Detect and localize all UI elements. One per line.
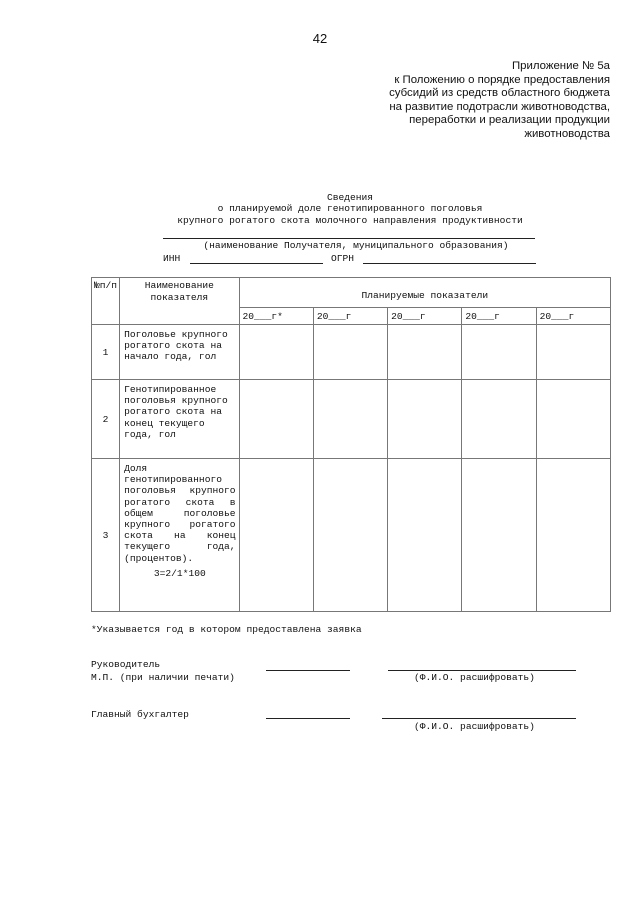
year-header: 20___г* — [239, 308, 313, 325]
value-cell — [388, 459, 462, 612]
row-name-text: Доля генотипированного поголовья крупного рогатого скота в общем поголовье крупного рогатого скота на конец текущего года, (процентов). — [124, 463, 236, 564]
value-cell — [536, 459, 610, 612]
row-name: Поголовье крупного рогатого скота на начало года, гол — [120, 325, 239, 380]
title-line: крупного рогатого скота молочного направления продуктивности — [177, 214, 523, 226]
fio-hint: (Ф.И.О. расшифровать) — [414, 672, 535, 683]
document-title — [0, 192, 640, 226]
appendix-line: к Положению о порядке предоставления — [394, 73, 610, 86]
ogrn-line — [363, 263, 536, 264]
col-num-header: №п/п — [92, 278, 120, 325]
inn-line — [190, 263, 323, 264]
head-signature-line — [266, 670, 350, 671]
recipient-caption: (наименование Получателя, муниципального образования) — [203, 240, 509, 251]
appendix-line: переработки и реализации продукции — [409, 114, 610, 127]
row-number: 3 — [92, 459, 120, 612]
row-number: 2 — [92, 380, 120, 459]
accountant-label: Главный бухгалтер — [91, 709, 189, 720]
title-line: Сведения — [326, 192, 374, 203]
value-cell — [313, 325, 387, 380]
row-formula: 3=2/1*100 — [153, 567, 206, 579]
value-cell — [536, 380, 610, 459]
year-header: 20___г — [462, 308, 536, 325]
year-header: 20___г — [536, 308, 610, 325]
value-cell — [462, 459, 536, 612]
value-cell — [239, 380, 313, 459]
inn-label: ИНН — [163, 253, 181, 264]
value-cell — [462, 380, 536, 459]
table-row — [92, 459, 611, 612]
page-number: 42 — [312, 31, 328, 46]
value-cell — [536, 325, 610, 380]
footnote: *Указывается год в котором предоставлена заявка — [91, 624, 362, 635]
appendix-header — [389, 60, 610, 142]
value-cell — [313, 459, 387, 612]
row-name — [120, 459, 239, 612]
table-row — [92, 325, 611, 380]
value-cell — [388, 325, 462, 380]
table-row — [92, 380, 611, 459]
head-label: Руководитель — [91, 659, 161, 670]
row-name: Генотипированное поголовья крупного рогатого скота на конец текущего года, гол — [120, 380, 239, 459]
title-line: о планируемой доле генотипированного поголовья — [217, 203, 483, 215]
ogrn-label: ОГРН — [331, 253, 355, 264]
year-header: 20___г — [313, 308, 387, 325]
appendix-line: субсидий из средств областного бюджета — [389, 87, 610, 100]
accountant-signature-line — [266, 718, 350, 719]
recipient-name-line — [163, 238, 535, 239]
row-number: 1 — [92, 325, 120, 380]
fio-hint: (Ф.И.О. расшифровать) — [414, 721, 535, 732]
appendix-line: Приложение № 5а — [511, 60, 610, 72]
head-name-line — [388, 670, 576, 671]
accountant-name-line — [382, 718, 576, 719]
value-cell — [462, 325, 536, 380]
stamp-label: М.П. (при наличии печати) — [91, 672, 235, 683]
col-name-header: Наименование показателя — [120, 278, 239, 325]
appendix-line: на развитие подотрасли животноводства, — [389, 100, 610, 113]
appendix-line: животноводства — [524, 127, 610, 140]
year-header: 20___г — [388, 308, 462, 325]
value-cell — [388, 380, 462, 459]
value-cell — [239, 325, 313, 380]
planned-indicators-table — [91, 277, 611, 612]
value-cell — [313, 380, 387, 459]
col-planned-header: Планируемые показатели — [239, 278, 610, 308]
value-cell — [239, 459, 313, 612]
